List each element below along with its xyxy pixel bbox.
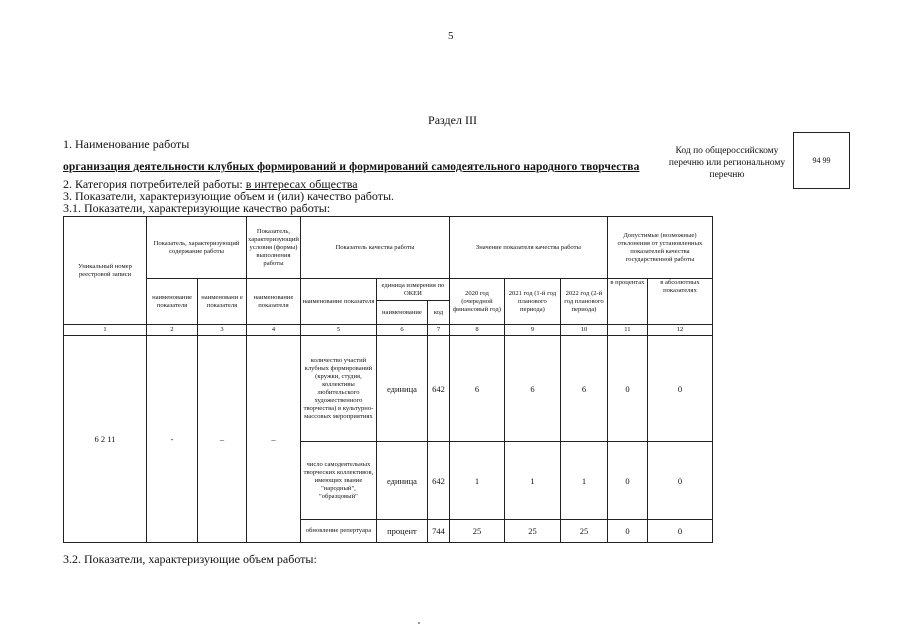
quality-table bbox=[63, 216, 713, 543]
unit-code: 642 bbox=[427, 336, 449, 442]
header-ind-name-4: наименование показателя bbox=[300, 279, 376, 325]
unit-code: 744 bbox=[427, 520, 449, 543]
value-2020: 1 bbox=[449, 442, 504, 520]
header-deviation: Допустимые (возможные) отклонения от установленных показателей качества государственной работы bbox=[607, 217, 712, 279]
value-2021: 1 bbox=[504, 442, 560, 520]
page-number: 5 bbox=[448, 30, 454, 42]
content-ind-1: - bbox=[147, 336, 198, 543]
header-ind-name-3: наименование показателя bbox=[247, 279, 301, 325]
header-value: Значение показателя качества работы bbox=[449, 217, 607, 279]
deviation-percent: 0 bbox=[607, 442, 647, 520]
header-2022: 2022 год (2-й год планового периода) bbox=[560, 279, 607, 325]
unit-code: 642 bbox=[427, 442, 449, 520]
unit-name: единица bbox=[376, 442, 427, 520]
consumer-label: 2. Категория потребителей работы: bbox=[63, 177, 246, 191]
code-label: Код по общероссийскому перечню или региональному перечню bbox=[668, 146, 786, 180]
col-number: 3 bbox=[198, 325, 247, 336]
deviation-absolute: 0 bbox=[647, 520, 712, 543]
header-ind-name-2: наименовани е показателя bbox=[198, 279, 247, 325]
col-number: 1 bbox=[64, 325, 147, 336]
col-number: 12 bbox=[647, 325, 712, 336]
header-content: Показатель, характеризующий содержание работы bbox=[147, 217, 247, 279]
work-name: организация деятельности клубных формирований и формирований самодеятельного народного творчества bbox=[63, 161, 640, 173]
col-number: 8 bbox=[449, 325, 504, 336]
quality-label: 3.1. Показатели, характеризующие качество работы: bbox=[63, 201, 331, 215]
col-number: 11 bbox=[607, 325, 647, 336]
col-number: 7 bbox=[427, 325, 449, 336]
header-unit-name: наименование bbox=[376, 301, 427, 325]
indicator-name: обновление репертуара bbox=[300, 520, 376, 543]
deviation-absolute: 0 bbox=[647, 442, 712, 520]
header-2020: 2020 год (очередной финансовый год) bbox=[449, 279, 504, 325]
header-conditions: Показатель, характеризующий условия (формы) выполнения работы bbox=[247, 217, 301, 279]
value-2021: 25 bbox=[504, 520, 560, 543]
table-row bbox=[64, 336, 713, 442]
indicator-name: количество участий клубных формирований (кружки, студия, коллективы любительского художественного творчества) в культурно-массовых мероприятиях bbox=[300, 336, 376, 442]
deviation-absolute: 0 bbox=[647, 336, 712, 442]
value-2022: 25 bbox=[560, 520, 607, 543]
value-2022: 1 bbox=[560, 442, 607, 520]
col-number: 2 bbox=[147, 325, 198, 336]
value-2020: 6 bbox=[449, 336, 504, 442]
header-ind-name-1: наименование показателя bbox=[147, 279, 198, 325]
deviation-percent: 0 bbox=[607, 520, 647, 543]
header-registry: Уникальный номер реестровой записи bbox=[64, 217, 147, 325]
registry-number: 6 2 11 bbox=[64, 336, 147, 543]
content-ind-2: – bbox=[198, 336, 247, 543]
header-unit: единица измерения по ОКЕИ bbox=[376, 279, 449, 301]
code-box bbox=[793, 132, 850, 189]
col-number: 10 bbox=[560, 325, 607, 336]
volume-label: 3.2. Показатели, характеризующие объем работы: bbox=[63, 552, 317, 566]
value-2021: 6 bbox=[504, 336, 560, 442]
header-unit-code: код bbox=[427, 301, 449, 325]
header-absolute: в абсолютных показателях bbox=[647, 279, 712, 325]
deviation-percent: 0 bbox=[607, 336, 647, 442]
col-number: 6 bbox=[376, 325, 427, 336]
unit-name: единица bbox=[376, 336, 427, 442]
header-quality: Показатель качества работы bbox=[300, 217, 449, 279]
value-2022: 6 bbox=[560, 336, 607, 442]
value-2020: 25 bbox=[449, 520, 504, 543]
col-number: 5 bbox=[300, 325, 376, 336]
header-percent: в процентах bbox=[607, 279, 647, 325]
indicator-name: число самодеятельных творческих коллективов, имеющих звание "народный", "образцовый" bbox=[300, 442, 376, 520]
col-number: 9 bbox=[504, 325, 560, 336]
header-2021: 2021 год (1-й год планового периода) bbox=[504, 279, 560, 325]
code-value: 94 99 bbox=[812, 156, 831, 165]
col-number: 4 bbox=[247, 325, 301, 336]
consumer-value: в интересах общества bbox=[245, 177, 358, 191]
section-title: Раздел III bbox=[428, 113, 477, 127]
scan-speck bbox=[418, 622, 420, 624]
indicators-label: 3. Показатели, характеризующие объем и (или) качество работы. bbox=[63, 189, 395, 203]
work-name-label: 1. Наименование работы bbox=[63, 137, 190, 151]
conditions-ind: – bbox=[247, 336, 301, 543]
unit-name: процент bbox=[376, 520, 427, 543]
